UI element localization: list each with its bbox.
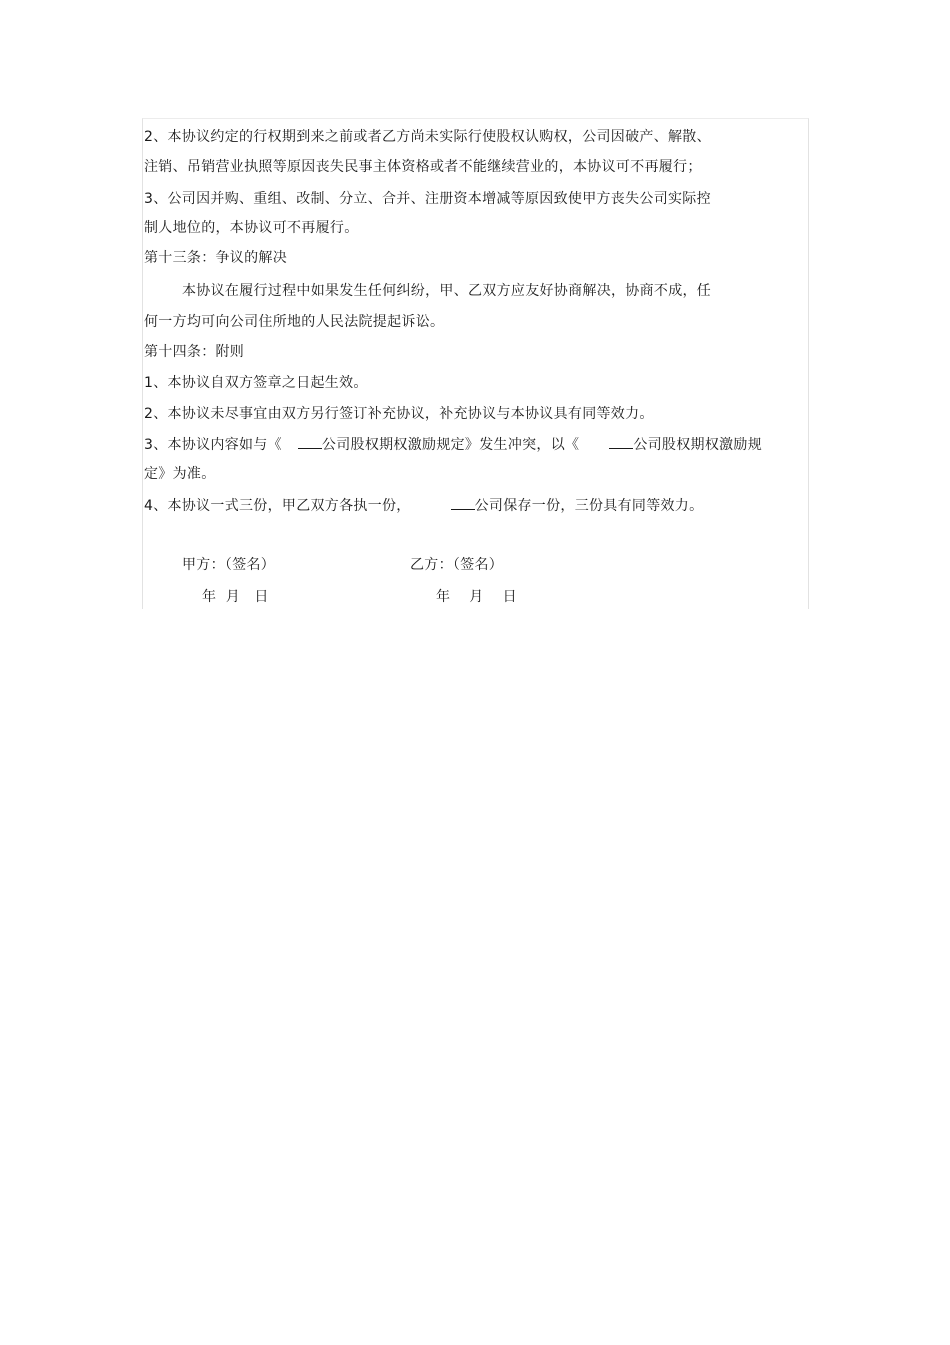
blank-line [609,436,633,449]
clause12-item2-line1: 2、本协议约定的行权期到来之前或者乙方尚未实际行使股权认购权，公司因破产、解散、 [144,129,711,145]
clause14-item4-part2: 公司保存一份，三份具有同等效力。 [474,498,704,514]
clause14-item3-line2: 定》为准。 [144,466,216,482]
clause13-body-line1: 本协议在履行过程中如果发生任何纠纷，甲、乙双方应友好协商解决，协商不成，任 [182,283,712,299]
clause13-body-line2: 何一方均可向公司住所地的人民法院提起诉讼。 [144,314,445,330]
clause14-item3-part3: 公司股权期权激励规 [633,437,763,453]
party-a-signature-label: 甲方：（签名） [182,557,276,573]
clause14-item1: 1、本协议自双方签章之日起生效。 [144,375,368,391]
party-b-date: 年 月 日 [436,589,517,605]
party-a-date: 年 月 日 [202,589,269,605]
party-b-signature-label: 乙方：（签名） [410,557,504,573]
clause12-item2-line2: 注销、吊销营业执照等原因丧失民事主体资格或者不能继续营业的，本协议可不再履行； [144,159,702,175]
blank-line [298,436,322,449]
clause14-heading: 第十四条：附则 [144,344,245,360]
clause14-item3-part1: 3、本协议内容如与《 [144,437,282,453]
clause12-item3-line2: 制人地位的，本协议可不再履行。 [144,220,359,236]
clause14-item3-line1 [144,436,762,454]
clause14-item3-part2: 公司股权期权激励规定》发生冲突，以《 [321,437,580,453]
clause14-item4-part1: 4、本协议一式三份，甲乙双方各执一份， [144,498,411,514]
clause12-item3-line1: 3、公司因并购、重组、改制、分立、合并、注册资本增减等原因致使甲方丧失公司实际控 [144,191,711,207]
clause14-item2: 2、本协议未尽事宜由双方另行签订补充协议，补充协议与本协议具有同等效力。 [144,406,654,422]
clause14-item4 [144,497,703,515]
clause13-heading: 第十三条：争议的解决 [144,250,287,266]
blank-line [451,497,475,510]
